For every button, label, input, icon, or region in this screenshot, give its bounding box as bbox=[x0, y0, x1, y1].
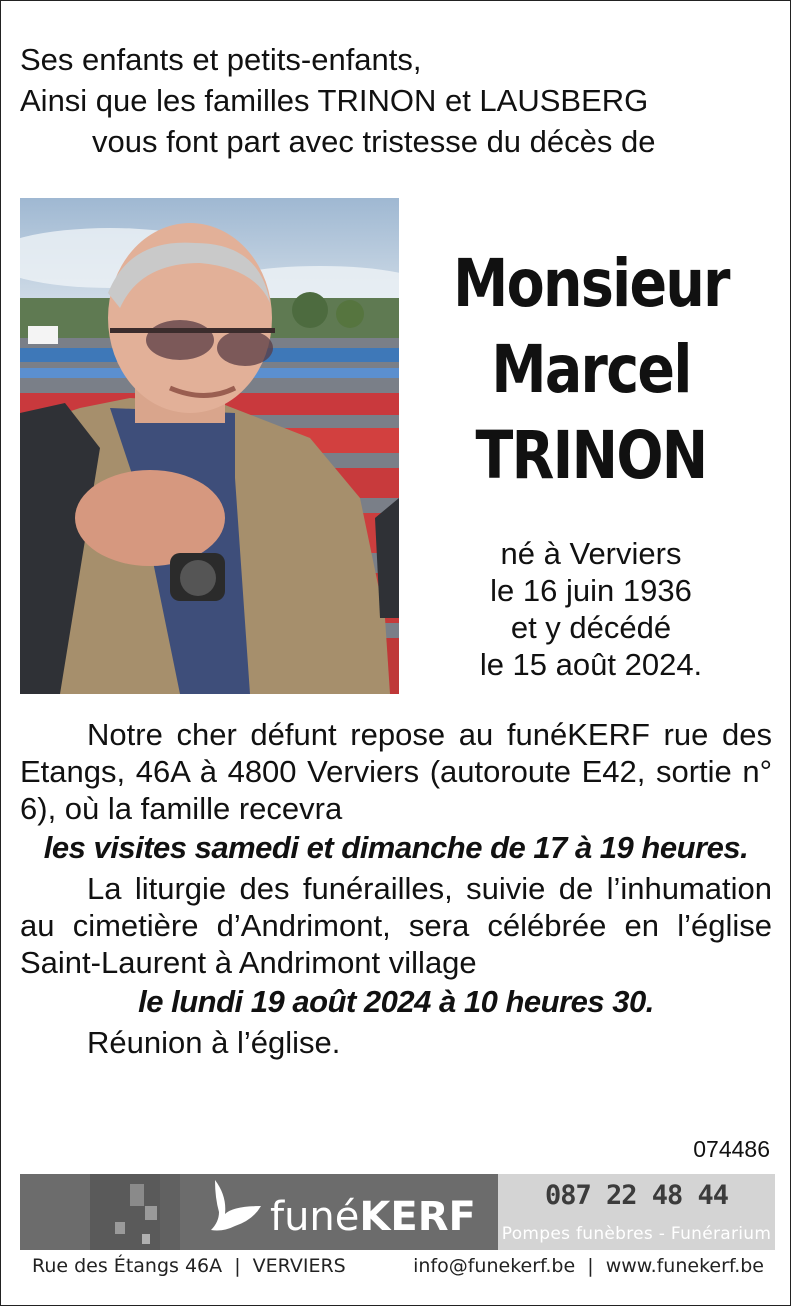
notice-body bbox=[20, 716, 772, 1061]
funeral-home-banner bbox=[20, 1174, 775, 1250]
intro-line-family: Ses enfants et petits-enfants, bbox=[20, 42, 422, 77]
dove-logo-icon bbox=[205, 1176, 265, 1246]
birth-date: le 16 juin 1936 bbox=[490, 573, 692, 608]
brand-name bbox=[270, 1194, 476, 1240]
viewing-paragraph: Notre cher défunt repose au funéKERF rue des Etangs, 46A à 4800 Verviers (autoroute E42, sortie n° 6), où la famille recevra bbox=[20, 717, 772, 826]
deceased-name-block bbox=[411, 241, 771, 683]
death-date: le 15 août 2024. bbox=[479, 647, 703, 682]
brand-name-light: funé bbox=[270, 1194, 360, 1240]
footer-contact: info@funekerf.be | www.funekerf.be bbox=[413, 1255, 764, 1277]
reunion-text: Réunion à l’église. bbox=[87, 1025, 341, 1060]
funeral-home-footer bbox=[20, 1255, 772, 1281]
deceased-title: Monsieur bbox=[453, 245, 729, 322]
logo-blocks-icon bbox=[20, 1174, 220, 1250]
birth-place: né à Verviers bbox=[500, 536, 682, 571]
deceased-last-name: TRINON bbox=[475, 417, 707, 494]
reference-number: 074486 bbox=[693, 1136, 770, 1162]
visits-schedule: les visites samedi et dimanche de 17 à 19 heures. bbox=[43, 830, 749, 865]
service-date: le lundi 19 août 2024 à 10 heures 30. bbox=[138, 984, 654, 1019]
deceased-first-name: Marcel bbox=[491, 331, 691, 408]
funeral-paragraph: La liturgie des funérailles, suivie de l’inhumation au cimetière d’Andrimont, sera célébrée en l’église Saint-Laurent à Andrimont village bbox=[20, 871, 772, 980]
intro-text bbox=[20, 39, 655, 162]
portrait-image bbox=[20, 198, 399, 694]
intro-line-announcement: vous font part avec tristesse du décès de bbox=[92, 124, 656, 159]
brand-name-bold: KERF bbox=[359, 1194, 476, 1240]
footer-address: Rue des Étangs 46A | VERVIERS bbox=[32, 1255, 346, 1277]
phone-number: 087 22 48 44 bbox=[544, 1180, 729, 1211]
deceased-photo bbox=[20, 198, 399, 694]
death-place: et y décédé bbox=[510, 610, 672, 645]
banner-tagline: Pompes funèbres - Funérarium bbox=[501, 1224, 772, 1244]
intro-line-families: Ainsi que les familles TRINON et LAUSBERG bbox=[20, 83, 649, 118]
birth-death-info bbox=[411, 535, 771, 683]
